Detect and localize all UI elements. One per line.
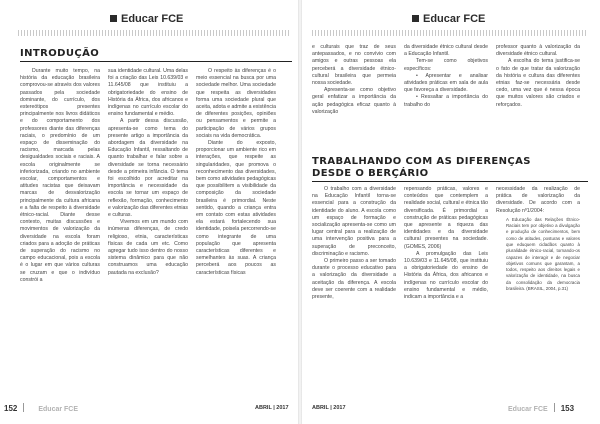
footer-left — [4, 403, 78, 413]
bullet-item: • Apresentar e analisar atividades práticas em sala de aula que favoreça a diversidade. — [404, 72, 488, 94]
paragraph: da diversidade étnico cultural desde a Educação Infantil. — [404, 44, 488, 58]
paragraph: repensando práticas, valores e conteúdos que contemplem a realidade social, cultural e étnica tão diversificada. É primordial a construção de práticas pedagógicas que apresente a riqueza das identidades e da diversidade cultural presentes na sociedade. (GOMES, 2006) — [404, 186, 488, 250]
title-underline — [312, 181, 588, 182]
section-title-line-2: DESDE O BERÇÁRIO — [312, 168, 429, 179]
text-column-5 — [404, 186, 488, 396]
right-page — [300, 0, 600, 424]
running-header — [110, 13, 183, 25]
bullet-item: • Ressaltar a importância do trabalho do — [404, 94, 488, 108]
paragraph: O primeiro passo a ser tomado durante o processo educativo para a valorização da diversidade a aceitação da diferença. A escola deve ser coerente com a realidade presente, — [312, 258, 396, 301]
paragraph: sua identidade cultural. Uma delas foi a criação das Leis 10.639/03 e 11.645/08 que instituiu a obrigatoriedade do ensino de História da África, dos africanos e indígenas no currículo escolar do ensino fundamental e médio. — [108, 68, 188, 118]
paragraph: A promulgação das Leis 10.639/03 e 11.645/08, que instituiu a obrigatoriedade do ensino de História da África, dos africanos e indígenas no currículo escolar do ensino fundamental e médio, indicam a importância e a — [404, 250, 488, 301]
page-number: 153 — [560, 404, 575, 413]
block-quote: A Educação das Relações Étnico-Raciais tem por objetivo a divulgação e produção de conhecimentos, bem como de atitudes, posturas e valores que eduquem cidadãos quanto à pluralidade étnico-racial, tornando-os capazes de interagir e de negociar objetivos comuns que garantam, a todos, respeito aos direitos legais e valorização de identidade, na busca da consolidação da democracia brasileira. (BRASIL, 2004, p.31) — [506, 216, 580, 292]
paragraph: O respeito às diferenças é o meio essencial na busca por uma sociedade melhor. Uma sociedade que respeita as diversidades forma uma sociedade plural que aceita, adota e admite a existência de diferentes posições, opiniões ou pensamentos e permite a participação de vários grupos sociais na vida democrática. — [196, 68, 276, 139]
paragraph: O trabalho com a diversidade na Educação Infantil torna-se essencial para a construção da identidade do aluno. A escola como um espaço de formação e socialização apresenta-se como um lugar central para a realização de uma intervenção positiva para a superação de preconceito, discriminação e racismo. — [312, 186, 396, 257]
text-column-3 — [496, 44, 580, 148]
footer-divider — [554, 403, 555, 412]
page-number: 152 — [4, 404, 18, 413]
title-underline — [20, 61, 292, 62]
footer-brand: Educar FCE — [508, 406, 548, 413]
text-column-2 — [108, 68, 188, 394]
paragraph: A partir dessa discussão, apresenta-se como tema do presente artigo a importância da abordagem da diversidade na Educação Infantil, ressaltando de quanto trabalhar e falar sobre a diversidade se torna necessário desde a primeira infância. O tema foi escolhido por acreditar na importância e necessidade da escola se tornar um espaço de reflexão, formação, conhecimento e valorização das diferentes etnias e culturas. — [108, 118, 188, 219]
footer-brand: Educar FCE — [38, 406, 79, 413]
footer-divider — [23, 403, 24, 412]
header-brand: Educar FCE — [423, 13, 486, 25]
header-brand: Educar FCE — [121, 13, 184, 25]
header-rule — [18, 30, 290, 36]
section-title-line-1: TRABALHANDO COM AS DIFERENÇAS — [312, 156, 531, 167]
footer-date: ABRIL | 2017 — [255, 405, 289, 411]
footer-date: ABRIL | 2017 — [312, 405, 346, 411]
paragraph: Vivemos em um mundo com inúmeras diferenças, de credo religioso, etnia, características físicas de cada um etc. Como agregar tudo isso dentro do nosso sistema dinâmico para que não construamos uma educação pautada na exclusão? — [108, 219, 188, 276]
square-icon — [110, 15, 117, 22]
paragraph: A escolha do tema justifica-se o fato de que tratar da valorização da história e cultura das diferentes etnias faz-se necessária desde cedo, uma vez que é nessa época que muitos valores são criados e reforçados. — [496, 58, 580, 108]
running-header — [412, 13, 485, 25]
paragraph: e culturais que traz de seus antepassados, e no convívio com amigos e outras pessoas ela perceberá a diversidade étnico-cultural brasileira que permeia nossa sociedade. — [312, 44, 396, 87]
square-icon — [412, 15, 419, 22]
paragraph: Durante muito tempo, na história da educação brasileira comprovou-se através dos valores passados pela sociedade dominante, do currículo, dos estereótipos presentes principalmente nos livros didáticos e do comportamento dos professores diante das diferenças raciais, o predomínio de um espaço de disseminação do racismo, marcada pelas desigualdades sociais e raciais. A escola originalmente se inferiorizada, criando no ambiente escolar, comportamentos e atitudes racistas que deixavam marcas de desvalorização principalmente da cultura africana e a falta de respeito à diversidade étnico-racial. Diante desse contexto, muitas discussões e movimentos de valorização da diversidade na escola foram criados para a adoção de práticas de superação do racismo no campo educacional, pois a escola é o lugar em que vários culturas se cruzam e que o indivíduo constrói a — [20, 68, 100, 283]
paragraph: Tem-se como objetivos específicos: — [404, 58, 488, 72]
paragraph: Diante do exposto, proporcionar um ambiente rico em interações, que respeite as singularidades, que promova o reconhecimento das diversidades, bem como atividades pedagógicas que possibilitem a visibilidade da composição da sociedade brasileira é primordial. Neste sentido, quando a criança entra em contato com estas atividades ela estará fortalecendo sua identidade, poisela percorrendo-se como integrante de uma população que apresenta características diferentes e semelhantes às suas. A criança perceberá aos poucos as características físicas — [196, 140, 276, 276]
section-title-introducao: INTRODUÇÃO — [20, 48, 100, 59]
text-column-2 — [404, 44, 488, 148]
paragraph: necessidade da realização de prática de valorização da diversidade. De acordo com a Resolução nº1/2004: — [496, 186, 580, 214]
text-column-3 — [196, 68, 276, 394]
text-column-1 — [20, 68, 100, 394]
text-column-1 — [312, 44, 396, 148]
paragraph: professor quanto à valorização da diversidade étnico cultural. — [496, 44, 580, 58]
text-column-6 — [496, 186, 580, 396]
paragraph: Apresenta-se como objetivo geral enfatizar a importância da ação pedagógica eficaz quanto à valorização — [312, 87, 396, 115]
text-column-4 — [312, 186, 396, 396]
header-rule — [312, 30, 588, 36]
footer-right — [508, 403, 574, 413]
